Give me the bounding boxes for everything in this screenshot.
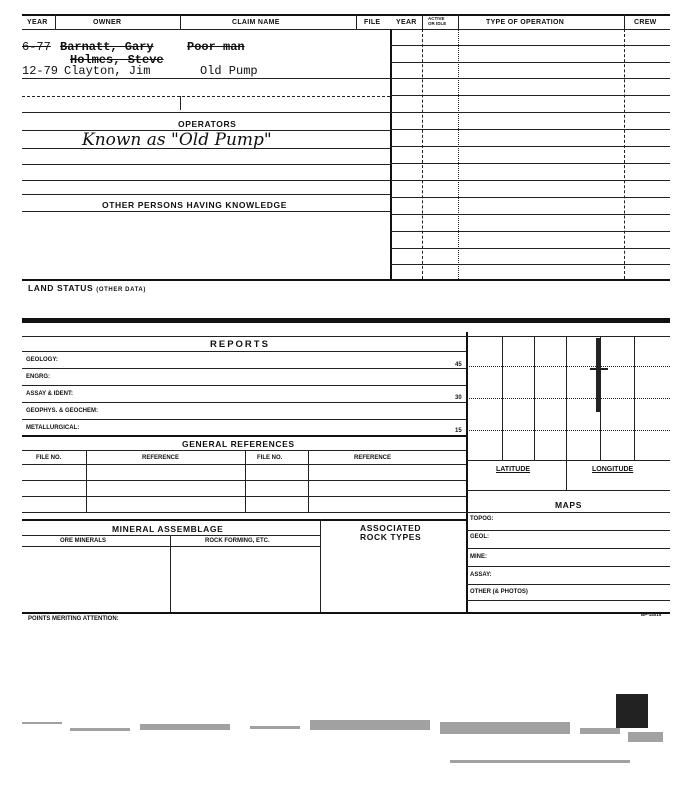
owner-row-rule [22,78,390,79]
owner-year: 12-79 [22,64,59,78]
refs-col-file-no: FILE NO. [36,455,62,461]
owner-year: 6-77 [22,40,51,54]
col-active-line2: OR IDLE [428,21,447,26]
operation-row-rule [390,180,670,181]
reports-rule [22,368,466,369]
operation-row-rule [390,45,670,46]
land-status-rule [22,279,670,281]
reports-rule [22,435,466,437]
points-rule [22,612,670,614]
refs-col-reference-2: REFERENCE [354,455,392,461]
scan-noise [0,680,678,807]
mineral-rule [22,546,320,547]
operation-row-rule [390,129,670,130]
owner-name: Clayton, Jim [64,64,151,78]
maps-mine: MINE: [470,554,487,560]
grid-rule [466,430,670,431]
grid-rule [466,366,670,367]
mineral-divider [170,535,171,612]
reports-rule [22,402,466,403]
maps-rule [466,512,670,513]
grid-rule [466,336,670,337]
maps-assay: ASSAY: [470,572,492,578]
main-vertical-divider [390,29,392,279]
col-ore-minerals: ORE MINERALS [60,538,107,544]
operation-row-rule [390,214,670,215]
land-status-title [28,283,146,293]
owner-name: Holmes, Steve [70,53,164,67]
other-persons-rule [22,211,390,212]
land-status-label: LAND STATUS [28,283,94,293]
refs-rule [22,496,466,497]
col-year-2: YEAR [396,19,417,26]
reports-right-border [466,332,468,612]
refs-rule [22,464,466,465]
maps-rule [466,600,670,601]
refs-col-reference: REFERENCE [142,455,180,461]
operators-rule [22,148,390,149]
latitude-label: LATITUDE [496,466,531,473]
report-geophys: GEOPHYS. & GEOCHEM: [26,408,99,414]
col-active-line1: ACTIVE [428,16,445,21]
operation-row-rule [390,95,670,96]
operation-divider [422,29,423,279]
longitude-label: LONGITUDE [592,466,634,473]
report-metallurgical: METALLURGICAL: [26,425,80,431]
report-assay: ASSAY & IDENT: [26,391,74,397]
map-mark [596,338,600,412]
operation-row-rule [390,62,670,63]
reports-rule [22,351,466,352]
grid-rule [466,460,670,461]
lat-long-rule [466,490,670,491]
operation-row-rule [390,231,670,232]
operation-row-rule [390,112,670,113]
form-number: BP-14015 [641,612,662,617]
col-crew: CREW [634,19,657,26]
heavy-rule [22,318,670,323]
header-divider [624,14,625,29]
refs-rule [22,512,466,513]
reports-rule [22,385,466,386]
refs-rule [22,480,466,481]
grid-rule [466,398,670,399]
reports-rule [22,336,466,337]
owner-row-rule [22,96,390,97]
maps-rule [466,530,670,531]
col-rock-forming: ROCK FORMING, ETC. [205,538,270,544]
col-year: YEAR [27,19,48,26]
col-claim-name: CLAIM NAME [232,19,280,26]
operation-row-rule [390,163,670,164]
scale-tick-label: 45 [455,362,462,368]
claim-name: Old Pump [200,64,258,78]
col-type-of-operation: TYPE OF OPERATION [486,19,565,26]
refs-rule [22,450,466,451]
maps-geol: GEOL: [470,534,489,540]
maps-topog: TOPOG: [470,516,494,522]
mineral-assemblage-title: MINERAL ASSEMBLAGE [112,524,224,534]
header-divider [356,14,357,29]
general-references-title: GENERAL REFERENCES [182,439,295,449]
reports-title: REPORTS [210,339,270,350]
owner-divider [180,96,181,110]
operation-row-rule [390,197,670,198]
maps-rule [466,584,670,585]
operators-title: OPERATORS [178,119,237,129]
map-mark [590,368,608,370]
header-divider [458,14,459,29]
operation-divider [624,29,625,279]
land-status-sub: (OTHER DATA) [96,287,146,293]
header-divider [180,14,181,29]
col-file: FILE [364,19,381,26]
owner-row-rule [22,112,390,113]
mineral-divider [320,519,321,612]
header-divider [55,14,56,29]
scale-tick-label: 15 [455,428,462,434]
refs-divider [308,450,309,512]
top-rule [22,14,670,16]
maps-title: MAPS [555,500,582,510]
operators-rule [22,180,390,181]
operators-rule [22,194,390,195]
operators-handwritten-note: Known as "Old Pump" [82,130,272,150]
maps-other: OTHER (& PHOTOS) [470,589,528,595]
reports-rule [22,419,466,420]
maps-rule [466,566,670,567]
refs-rule [22,519,466,521]
report-geology: GEOLOGY: [26,357,58,363]
owner-name: Barnatt, Gary [60,40,154,54]
header-rule [22,29,670,30]
refs-col-file-no-2: FILE NO. [257,455,283,461]
refs-divider [245,450,246,512]
associated-rock-types-line1: ASSOCIATED [360,523,422,533]
operation-row-rule [390,248,670,249]
mineral-rule [22,535,320,536]
report-engrg: ENGRG: [26,374,50,380]
col-active [428,16,446,26]
maps-rule [466,548,670,549]
operators-rule [22,164,390,165]
operation-row-rule [390,264,670,265]
associated-rock-types-line2: ROCK TYPES [360,532,422,542]
scan-mark [616,694,648,728]
refs-divider [86,450,87,512]
operation-row-rule [390,146,670,147]
claim-name: Poor man [187,40,245,54]
operation-row-rule [390,78,670,79]
points-title: POINTS MERITING ATTENTION: [28,616,119,622]
header-divider [422,14,423,29]
lat-long-divider [566,460,567,490]
other-persons-title: OTHER PERSONS HAVING KNOWLEDGE [102,200,288,210]
scale-tick-label: 30 [455,395,462,401]
col-owner: OWNER [93,19,122,26]
operation-divider [458,29,459,279]
